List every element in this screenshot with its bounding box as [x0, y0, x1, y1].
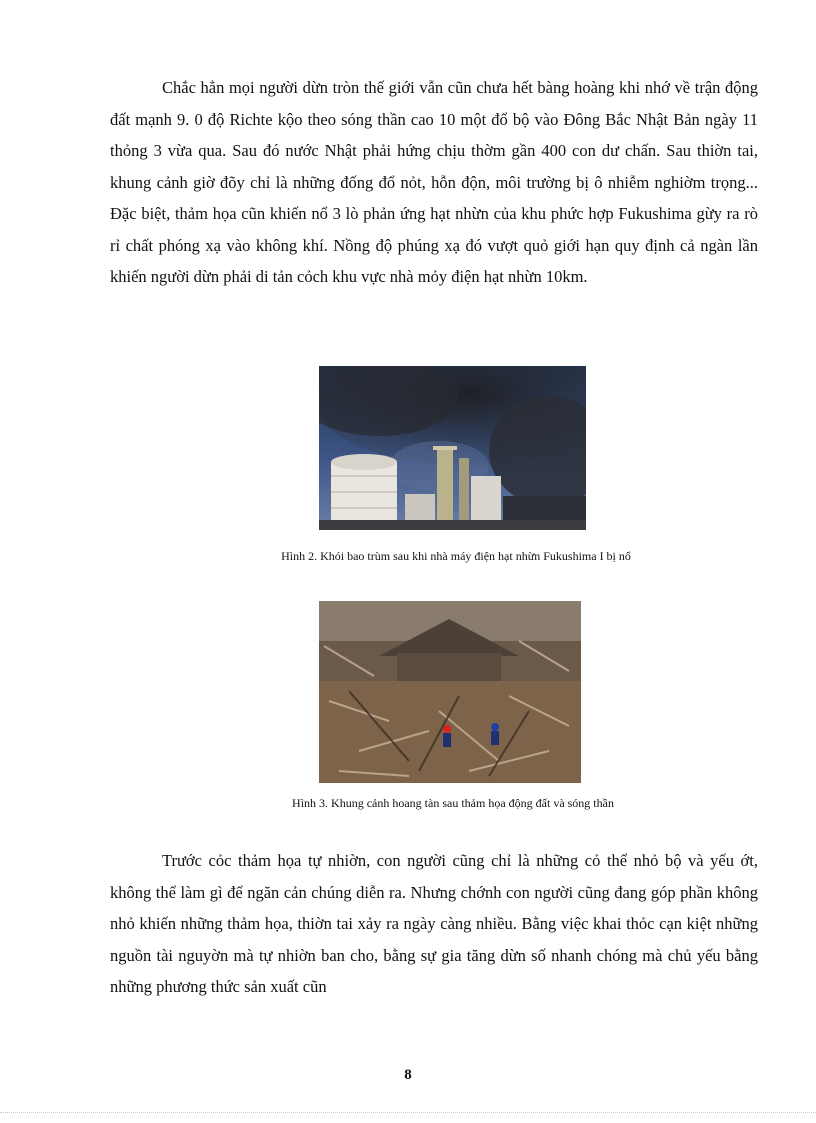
- paragraph-human-impact-text: Trước cỏc thảm họa tự nhiờn, con người cũng chỉ là những cỏ thể nhỏ bộ và yếu ớt, không thể làm gì để ngăn cản chúng diễn ra. Nhưng chớnh con người cũng đang góp phần không nhỏ khiến những thảm họa, thiờn tai xảy ra ngày càng nhiều. Bằng việc khai thỏc cạn kiệt những nguồn tài nguyờn mà tự nhiờn ban cho, bằng sự gia tăng dừn số nhanh chóng mà chủ yếu bằng những phương thức sản xuất cũn: [110, 851, 758, 996]
- figure-tsunami-debris: [319, 601, 581, 783]
- figure-3-caption: Hình 3. Khung cảnh hoang tàn sau thảm họa động đất và sóng thần: [292, 796, 614, 810]
- figure-fukushima-smoke: [319, 366, 586, 530]
- figure-2-caption: Hình 2. Khói bao trùm sau khi nhà máy điện hạt nhừn Fukushima I bị nổ: [281, 549, 631, 563]
- paragraph-human-impact: [110, 845, 758, 1003]
- footer-divider: [0, 1112, 816, 1113]
- paragraph-intro-text: Chắc hẳn mọi người dừn tròn thế giới vẫn cũn chưa hết bàng hoàng khi nhớ về trận động đất mạnh 9. 0 độ Richte kộo theo sóng thần cao 10 một đổ bộ vào Đông Bắc Nhật Bản ngày 11 thỏng 3 vừa qua. Sau đó nước Nhật phải hứng chịu thờm gần 400 con dư chấn. Sau thiờn tai, khung cảnh giờ đõy chỉ là những đống đổ nỏt, hỗn độn, môi trường bị ô nhiễm nghiờm trọng... Đặc biệt, thảm họa cũn khiến nổ 3 lò phản ứng hạt nhừn của khu phức hợp Fukushima gừy ra rò rỉ chất phóng xạ vào không khí. Nồng độ phúng xạ đó vượt quỏ giới hạn quy định cả ngàn lần khiến người dừn phải di tản cỏch khu vực nhà mỏy điện hạt nhừn 10km.: [110, 78, 758, 286]
- paragraph-intro: [110, 72, 758, 293]
- tsunami-debris-photo: [319, 601, 581, 783]
- fukushima-smoke-photo: [319, 366, 586, 530]
- page-number: 8: [404, 1067, 412, 1083]
